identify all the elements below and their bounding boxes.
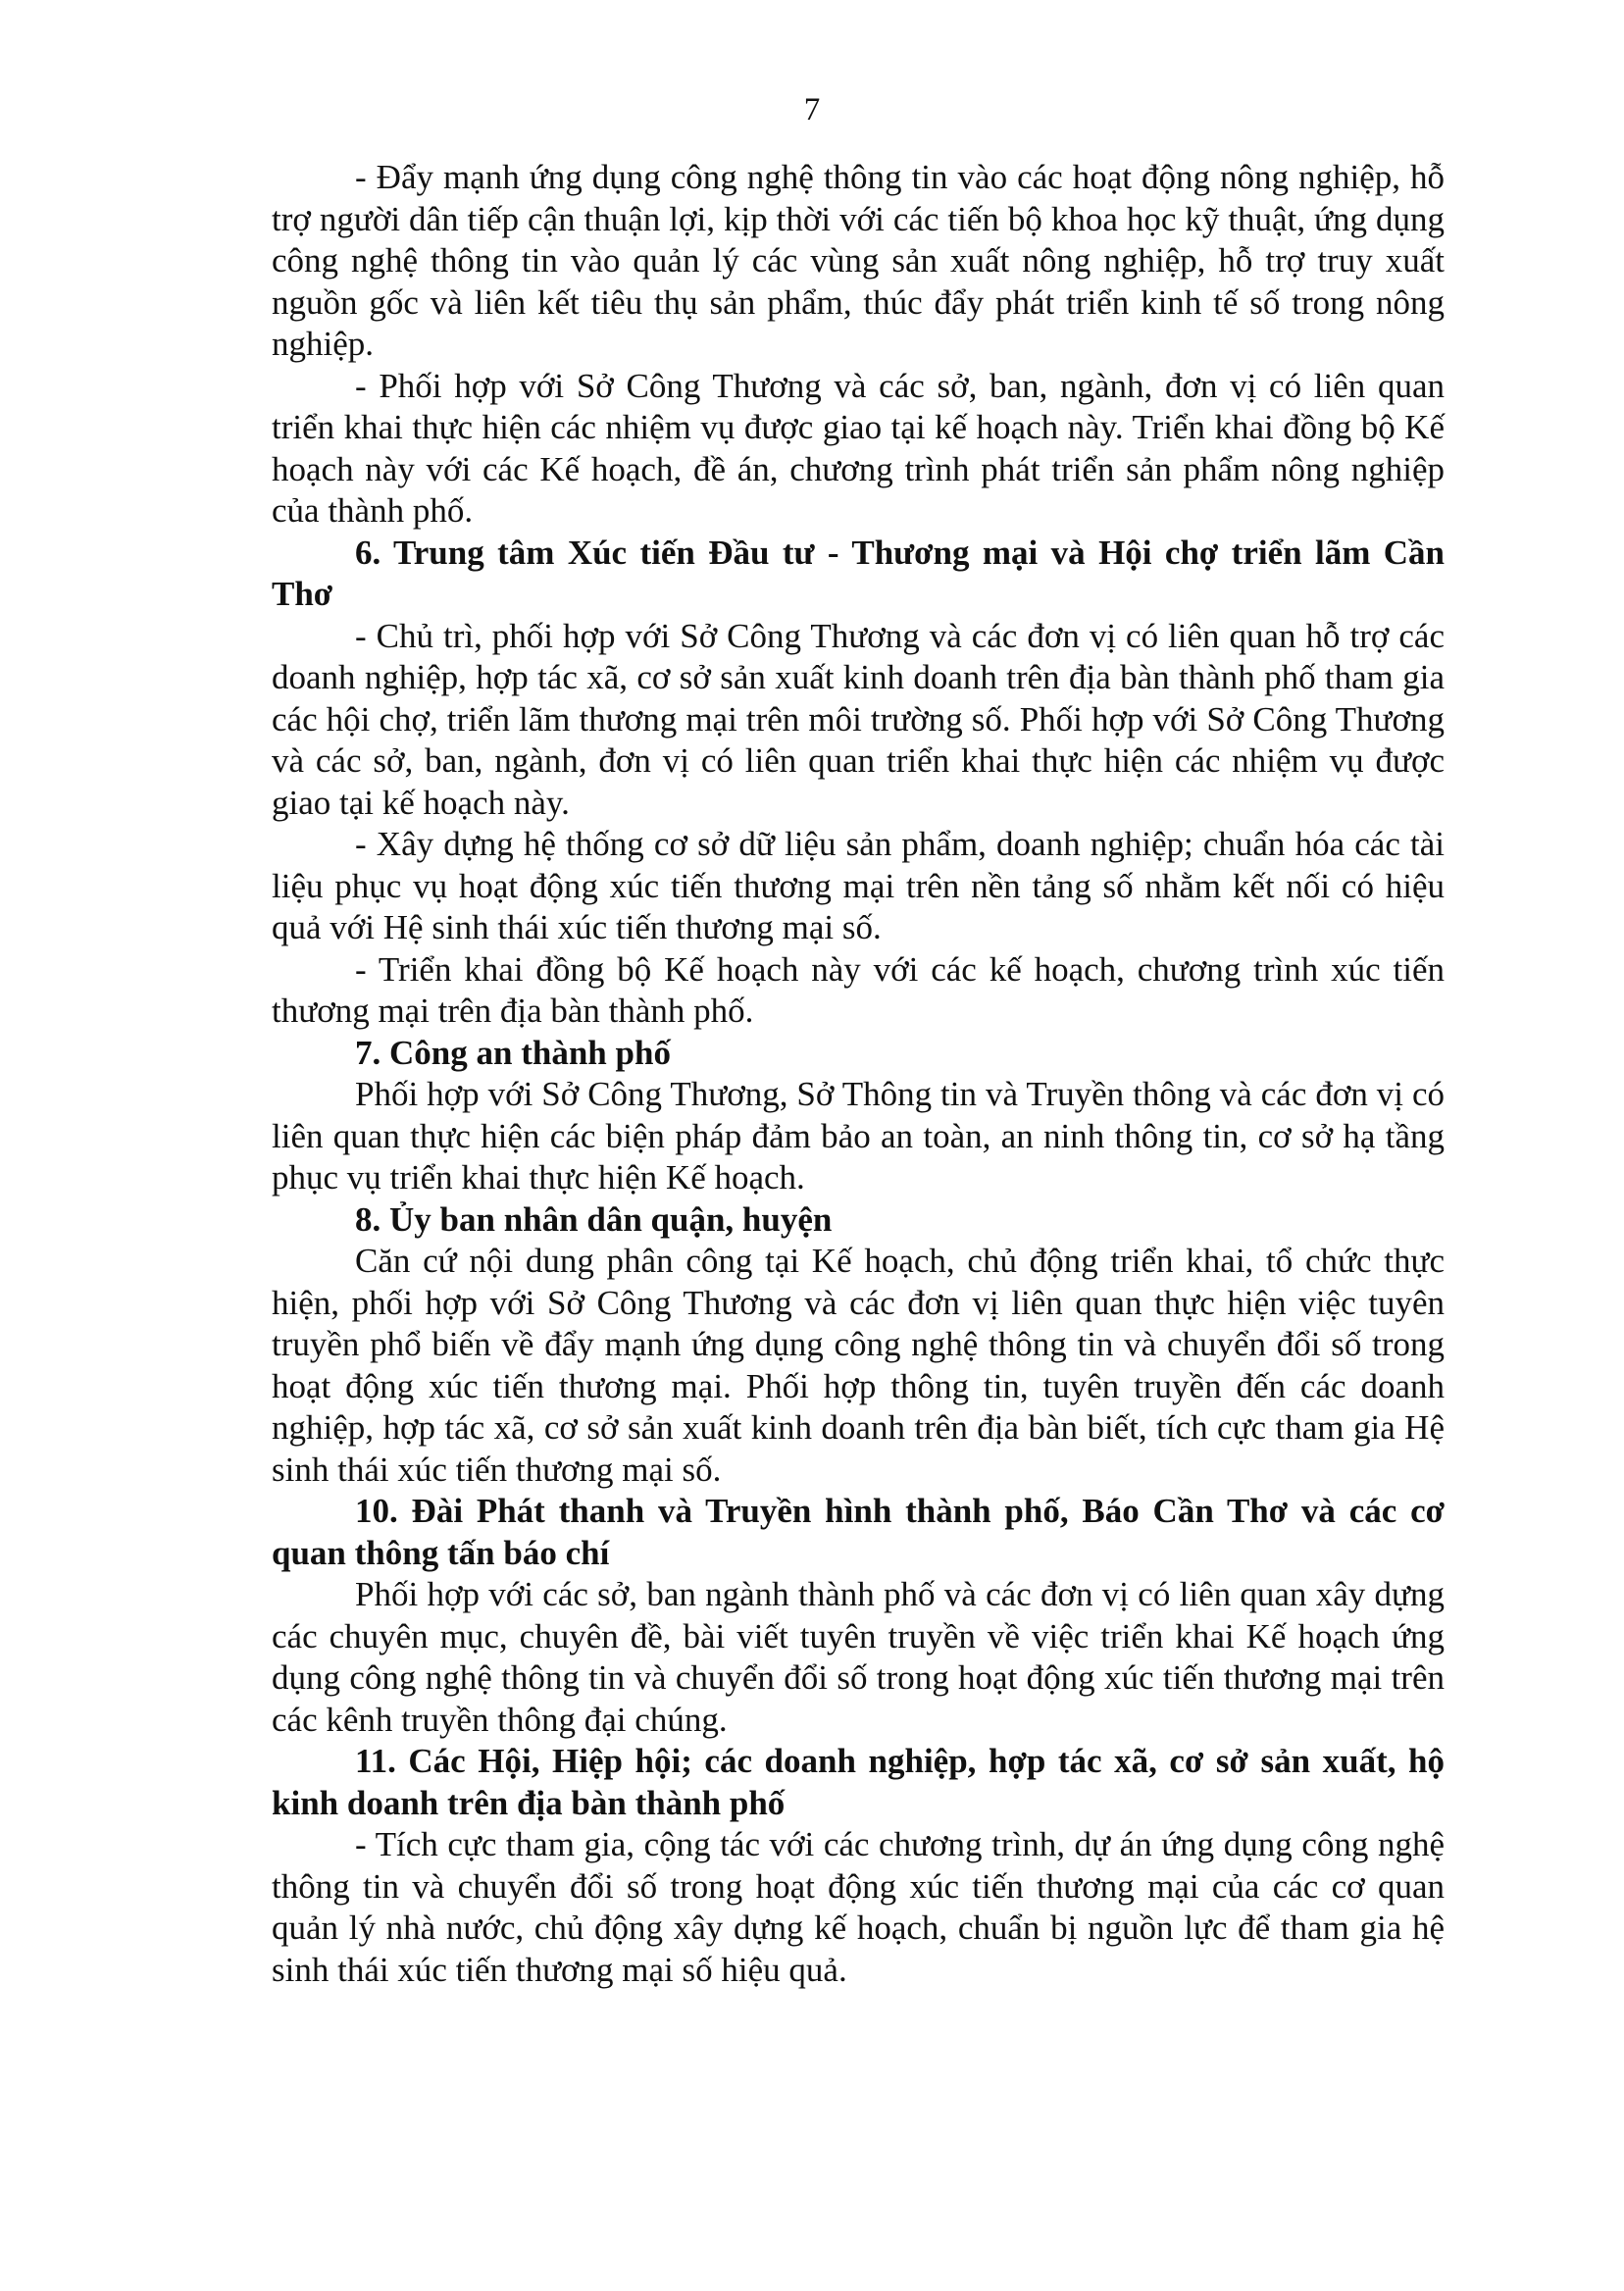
- paragraph-trade-sync: - Triển khai đồng bộ Kế hoạch này với các kế hoạch, chương trình xúc tiến thương mại trên địa bàn thành phố.: [272, 949, 1445, 1030]
- section-heading-6: 6. Trung tâm Xúc tiến Đầu tư - Thương mại và Hội chợ triển lãm Cần Thơ: [272, 533, 1445, 613]
- section-heading-11: 11. Các Hội, Hiệp hội; các doanh nghiệp, hợp tác xã, cơ sở sản xuất, hộ kinh doanh trên địa bàn thành phố: [272, 1742, 1445, 1822]
- paragraph-agri-it: - Đẩy mạnh ứng dụng công nghệ thông tin vào các hoạt động nông nghiệp, hỗ trợ người dân tiếp cận thuận lợi, kịp thời với các tiến bộ khoa học kỹ thuật, ứng dụng công nghệ thông tin vào quản lý các vùng sản xuất nông nghiệp, hỗ trợ truy xuất nguồn gốc và liên kết tiêu thụ sản phẩm, thúc đẩy phát triển kinh tế số trong nông nghiệp.: [272, 158, 1445, 363]
- paragraph-districts: Căn cứ nội dung phân công tại Kế hoạch, chủ động triển khai, tổ chức thực hiện, phối hợp với Sở Công Thương và các đơn vị liên quan thực hiện việc tuyên truyền phổ biến về đẩy mạnh ứng dụng công nghệ thông tin và chuyển đổi số trong hoạt động xúc tiến thương mại. Phối hợp thông tin, tuyên truyền đến các doanh nghiệp, hợp tác xã, cơ sở sản xuất kinh doanh trên địa bàn biết, tích cực tham gia Hệ sinh thái xúc tiến thương mại số.: [272, 1242, 1445, 1489]
- paragraph-police: Phối hợp với Sở Công Thương, Sở Thông tin và Truyền thông và các đơn vị có liên quan thực hiện các biện pháp đảm bảo an toàn, an ninh thông tin, cơ sở hạ tầng phục vụ triển khai thực hiện Kế hoạch.: [272, 1075, 1445, 1196]
- paragraph-media: Phối hợp với các sở, ban ngành thành phố và các đơn vị có liên quan xây dựng các chuyên mục, chuyên đề, bài viết tuyên truyền về việc triển khai Kế hoạch ứng dụng công nghệ thông tin và chuyển đổi số trong hoạt động xúc tiến thương mại trên các kênh truyền thông đại chúng.: [272, 1575, 1445, 1739]
- paragraph-agri-coordinate: - Phối hợp với Sở Công Thương và các sở, ban, ngành, đơn vị có liên quan triển khai thực hiện các nhiệm vụ được giao tại kế hoạch này. Triển khai đồng bộ Kế hoạch này với các Kế hoạch, đề án, chương trình phát triển sản phẩm nông nghiệp của thành phố.: [272, 366, 1445, 530]
- section-heading-8: 8. Ủy ban nhân dân quận, huyện: [355, 1199, 833, 1239]
- section-heading-10: 10. Đài Phát thanh và Truyền hình thành phố, Báo Cần Thơ và các cơ quan thông tấn báo chí: [272, 1492, 1445, 1572]
- document-body: [272, 157, 1445, 1991]
- paragraph-database: - Xây dựng hệ thống cơ sở dữ liệu sản phẩm, doanh nghiệp; chuẩn hóa các tài liệu phục vụ hoạt động xúc tiến thương mại trên nền tảng số nhằm kết nối có hiệu quả với Hệ sinh thái xúc tiến thương mại số.: [272, 825, 1445, 946]
- page-number: 7: [803, 92, 821, 127]
- section-heading-7: 7. Công an thành phố: [355, 1033, 671, 1072]
- paragraph-associations: - Tích cực tham gia, cộng tác với các chương trình, dự án ứng dụng công nghệ thông tin và chuyển đổi số trong hoạt động xúc tiến thương mại của các cơ quan quản lý nhà nước, chủ động xây dựng kế hoạch, chuẩn bị nguồn lực để tham gia hệ sinh thái xúc tiến thương mại số hiệu quả.: [272, 1825, 1445, 1989]
- paragraph-trade-fairs: - Chủ trì, phối hợp với Sở Công Thương và các đơn vị có liên quan hỗ trợ các doanh nghiệp, hợp tác xã, cơ sở sản xuất kinh doanh trên địa bàn thành phố tham gia các hội chợ, triển lãm thương mại trên môi trường số. Phối hợp với Sở Công Thương và các sở, ban, ngành, đơn vị có liên quan triển khai thực hiện các nhiệm vụ được giao tại kế hoạch này.: [272, 616, 1445, 822]
